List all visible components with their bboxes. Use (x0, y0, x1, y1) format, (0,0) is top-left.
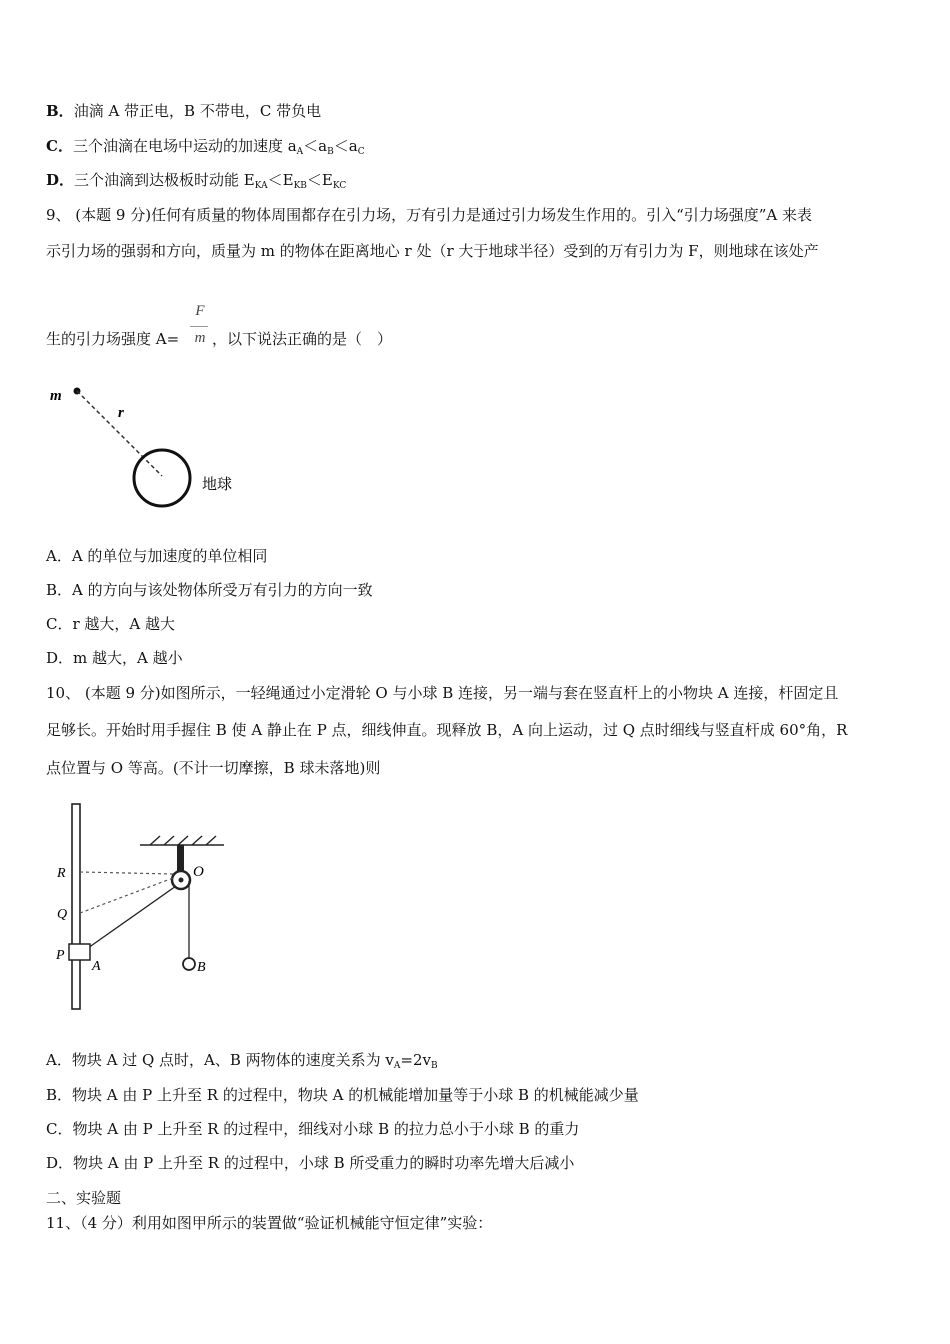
q9-option-a: A．A 的单位与加速度的单位相同 (46, 547, 268, 565)
label-P: P (56, 948, 65, 963)
q10-stem-line3: 点位置与 O 等高。(不计一切摩擦，B 球未落地)则 (46, 759, 381, 777)
earth-circle (134, 450, 190, 506)
gravity-field-figure (40, 380, 260, 520)
ball-B (183, 958, 195, 970)
label-Q: Q (57, 907, 68, 922)
fraction-denominator: m (194, 330, 206, 346)
q8-option-b: B．油滴 A 带正电，B 不带电，C 带负电 (46, 102, 322, 120)
figure-label-m: m (50, 388, 62, 404)
q9-option-c: C．r 越大，A 越大 (46, 615, 176, 633)
vertical-rod (72, 804, 80, 1009)
dashed-Q-O (80, 878, 173, 913)
block-A (69, 944, 90, 960)
q9-stem-line3b: ，以下说法正确的是（ ） (212, 330, 393, 348)
section-title: 二、实验题 (46, 1189, 122, 1207)
ceiling-hatch (150, 836, 216, 845)
earth-label: 地球 (202, 475, 233, 493)
q10-stem-line1: 10、 (本题 9 分)如图所示，一轻绳通过小定滑轮 O 与小球 B 连接，另一端与套在竖直杆上的小物块 A 连接，杆固定且 (46, 684, 839, 702)
q9-stem-line2: 示引力场的强弱和方向，质量为 m 的物体在距离地心 r 处（r 大于地球半径）受到的万有引力为 F，则地球在该处产 (46, 242, 819, 260)
figure-label-r: r (118, 405, 124, 421)
distance-line (77, 391, 162, 476)
q10-option-a: A．物块 A 过 Q 点时，A、B 两物体的速度关系为 $v_A=2v_B$ (46, 1051, 438, 1071)
label-R: R (57, 866, 66, 881)
dashed-R-O (80, 872, 173, 874)
label-B: B (197, 960, 206, 975)
q10-option-b: B．物块 A 由 P 上升至 R 的过程中，物块 A 的机械能增加量等于小球 B 的机械能减少量 (46, 1086, 639, 1104)
label-O: O (193, 864, 204, 880)
q9-option-b: B．A 的方向与该处物体所受万有引力的方向一致 (46, 581, 373, 599)
q8-option-d: D．三个油滴到达极板时动能 $E_{KA}<E_{KB}<E_{KC}$ (46, 171, 347, 191)
rope-A-O (88, 886, 176, 948)
q10-stem-line2: 足够长。开始时用手握住 B 使 A 静止在 P 点，细线伸直。现释放 B，A 向上运动，过 Q 点时细线与竖直杆成 60°角，R (46, 721, 848, 739)
q10-option-d: D．物块 A 由 P 上升至 R 的过程中，小球 B 所受重力的瞬时功率先增大后减小 (46, 1154, 575, 1172)
q9-stem-line3a: 生的引力场强度 A= (46, 330, 180, 348)
pulley-figure (46, 800, 246, 1015)
fraction-bar (190, 326, 208, 327)
q11-stem-line1: 11、（4 分）利用如图甲所示的装置做“验证机械能守恒定律”实验： (46, 1214, 493, 1232)
label-A: A (92, 959, 101, 974)
q9-option-d: D．m 越大，A 越小 (46, 649, 183, 667)
q10-option-c: C．物块 A 由 P 上升至 R 的过程中，细线对小球 B 的拉力总小于小球 B 的重力 (46, 1120, 580, 1138)
fraction-numerator: F (195, 303, 205, 319)
q9-stem-line1: 9、 (本题 9 分)任何有质量的物体周围都存在引力场，万有引力是通过引力场发生作用的。引入“引力场强度”A 来表 (46, 206, 813, 224)
q8-option-c: C．三个油滴在电场中运动的加速度 $a_A<a_B<a_C$ (46, 137, 365, 157)
